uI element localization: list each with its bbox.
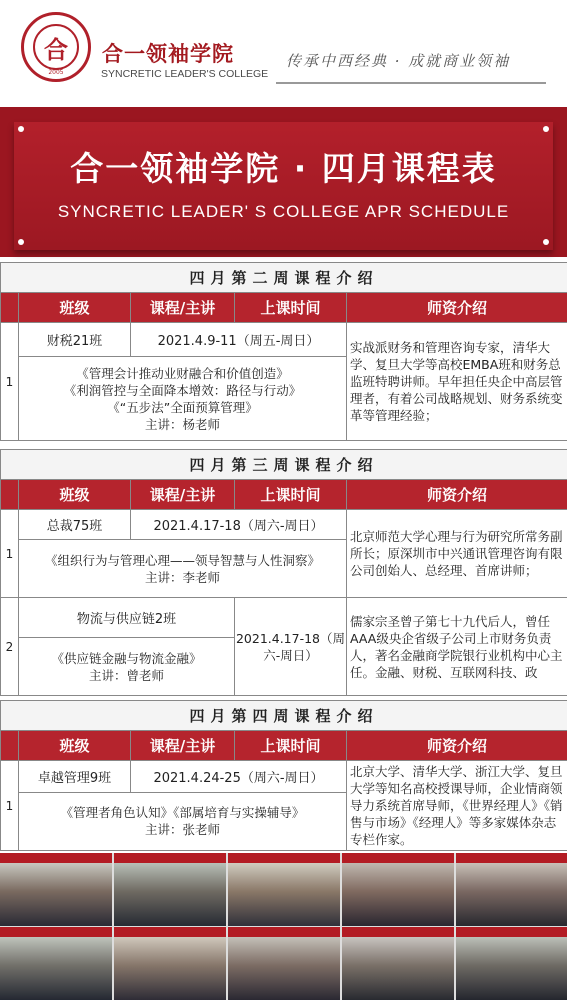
class-name: 财税21班 bbox=[19, 323, 131, 357]
slogan-underline bbox=[276, 82, 546, 84]
week-title: 四月第四周课程介绍 bbox=[1, 701, 567, 731]
group-photo bbox=[228, 853, 340, 926]
college-logo bbox=[21, 12, 91, 82]
class-time: 2021.4.17-18（周六-周日） bbox=[131, 510, 347, 540]
course-title: 《管理者角色认知》《部属培育与实操辅导》 bbox=[60, 805, 305, 821]
group-photo bbox=[456, 927, 567, 1000]
page-header bbox=[0, 0, 567, 107]
col-teacher: 师资介绍 bbox=[347, 293, 567, 323]
brand-name-cn: 合一领袖学院 bbox=[102, 42, 234, 66]
course-title: 《管理会计推动业财融合和价值创造》 bbox=[76, 365, 289, 381]
col-class: 班级 bbox=[19, 731, 131, 761]
group-photo bbox=[114, 927, 226, 1000]
lecturer: 主讲：李老师 bbox=[144, 569, 220, 585]
col-time: 上课时间 bbox=[235, 480, 347, 510]
col-course: 课程/主讲 bbox=[131, 293, 235, 323]
col-course: 课程/主讲 bbox=[131, 480, 235, 510]
lecturer: 主讲：杨老师 bbox=[144, 416, 220, 432]
week-title: 四月第三周课程介绍 bbox=[1, 450, 567, 480]
slogan: 传承中西经典 · 成就商业领袖 bbox=[286, 52, 511, 70]
teacher-intro: 北京大学、清华大学、浙江大学、复旦大学等知名高校授课导师，企业情商领导力系统首席导师，《世界经理人》《销售与市场》《经理人》等多家媒体杂志专栏作家。 bbox=[347, 761, 567, 851]
teacher-intro: 实战派财务和管理咨询专家，清华大学、复旦大学等高校EMBA班和财务总监班特聘讲师。早年担任央企中高层管理者，有着公司战略规划、财务系统变革等管理经验； bbox=[347, 323, 567, 441]
course-title: 《利润管控与全面降本增效：路径与行动》 bbox=[63, 382, 302, 398]
week2-table bbox=[0, 262, 567, 441]
class-name: 物流与供应链2班 bbox=[19, 598, 235, 638]
group-photo bbox=[228, 927, 340, 1000]
corner-dot bbox=[18, 126, 24, 132]
lecturer: 主讲：张老师 bbox=[144, 822, 220, 838]
header-blank bbox=[1, 731, 19, 761]
group-photo bbox=[114, 853, 226, 926]
week4-table bbox=[0, 700, 567, 851]
week3-table bbox=[0, 449, 567, 696]
corner-dot bbox=[543, 239, 549, 245]
corner-dot bbox=[543, 126, 549, 132]
course-list bbox=[19, 638, 235, 696]
col-class: 班级 bbox=[19, 480, 131, 510]
logo-char: 合 bbox=[33, 24, 79, 70]
row-index: 1 bbox=[1, 323, 19, 441]
teacher-intro: 儒家宗圣曾子第七十九代后人，曾任AAA级央企省级子公司上市财务负责人，著名金融商学院银行业机构中心主任。金融、财税、互联网科技、政 bbox=[347, 598, 567, 696]
brand-name-en: SYNCRETIC LEADER'S COLLEGE bbox=[101, 68, 269, 80]
class-time: 2021.4.24-25（周六-周日） bbox=[131, 761, 347, 793]
class-name: 卓越管理9班 bbox=[19, 761, 131, 793]
row-index: 2 bbox=[1, 598, 19, 696]
group-photo bbox=[342, 853, 454, 926]
lecturer: 主讲：曾老师 bbox=[88, 667, 164, 683]
class-name: 总裁75班 bbox=[19, 510, 131, 540]
week-title: 四月第二周课程介绍 bbox=[1, 263, 567, 293]
row-index: 1 bbox=[1, 510, 19, 598]
header-blank bbox=[1, 293, 19, 323]
course-list bbox=[19, 540, 347, 598]
teacher-intro: 北京师范大学心理与行为研究所常务副所长；原深圳市中兴通讯管理咨询有限公司创始人、总经理、首席讲师； bbox=[347, 510, 567, 598]
course-list bbox=[19, 792, 347, 850]
col-teacher: 师资介绍 bbox=[347, 731, 567, 761]
class-photo-strip bbox=[0, 853, 567, 1000]
course-title: 《“五步法”全面预算管理》 bbox=[107, 399, 258, 415]
col-course: 课程/主讲 bbox=[131, 731, 235, 761]
course-title: 《供应链金融与物流金融》 bbox=[51, 650, 202, 666]
row-index: 1 bbox=[1, 761, 19, 851]
col-time: 上课时间 bbox=[235, 731, 347, 761]
group-photo bbox=[456, 853, 567, 926]
class-time: 2021.4.17-18（周六-周日） bbox=[235, 598, 347, 696]
header-blank bbox=[1, 480, 19, 510]
banner-title: 合一领袖学院 · 四月课程表 bbox=[70, 149, 497, 188]
title-banner bbox=[0, 107, 567, 257]
banner-subtitle: SYNCRETIC LEADER' S COLLEGE APR SCHEDULE bbox=[57, 202, 510, 221]
course-list bbox=[19, 357, 347, 441]
class-time: 2021.4.9-11（周五-周日） bbox=[131, 323, 347, 357]
logo-year: 2005 bbox=[48, 69, 64, 76]
col-class: 班级 bbox=[19, 293, 131, 323]
col-teacher: 师资介绍 bbox=[347, 480, 567, 510]
group-photo bbox=[342, 927, 454, 1000]
col-time: 上课时间 bbox=[235, 293, 347, 323]
corner-dot bbox=[18, 239, 24, 245]
course-title: 《组织行为与管理心理——领导智慧与人性洞察》 bbox=[44, 552, 320, 568]
group-photo bbox=[0, 853, 112, 926]
group-photo bbox=[0, 927, 112, 1000]
